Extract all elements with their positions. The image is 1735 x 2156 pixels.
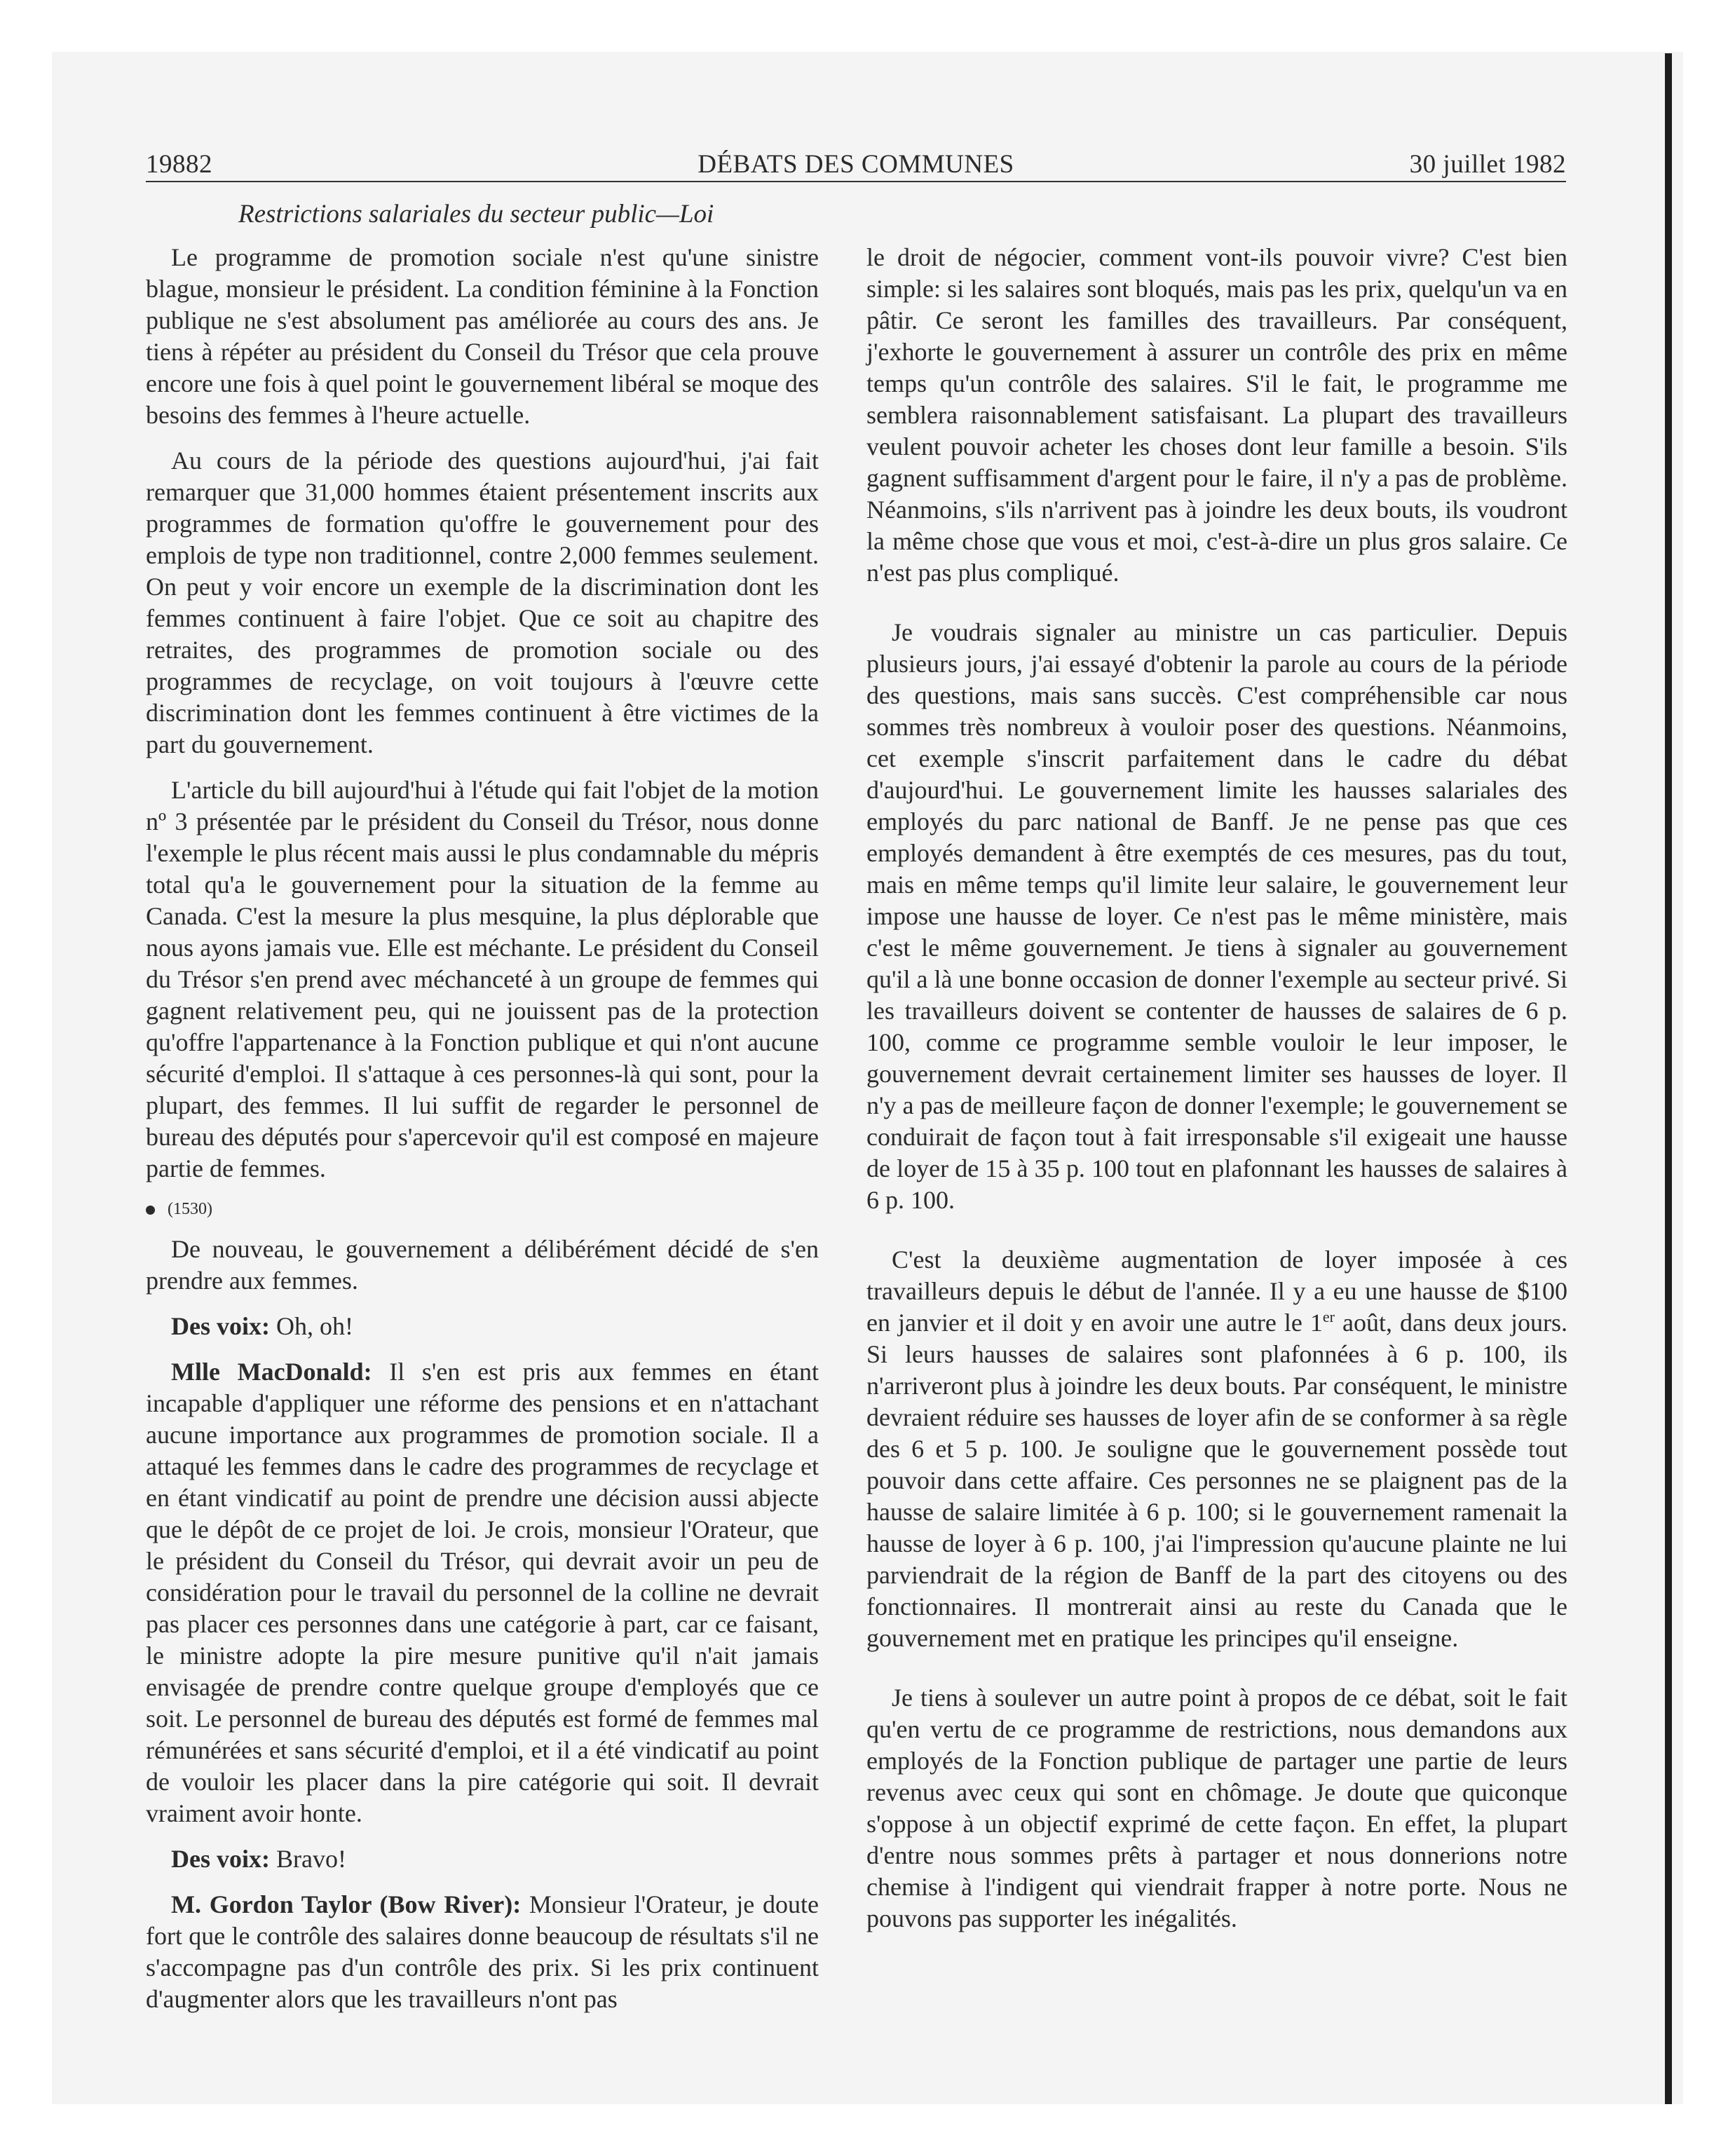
paragraph: De nouveau, le gouvernement a délibérément décidé de s'en prendre aux femmes. (146, 1235, 819, 1295)
speech-text: Oh, oh! (275, 1312, 353, 1340)
paragraph (866, 1244, 1567, 1654)
paragraph-text: août, dans deux jours. Si leurs hausses de salaires sont plafonnées à 6 p. 100, ils n'arriveront plus à joindre les deux bouts. Par conséquent, le ministre devraient réduire ses hausses de loyer afin de se conformer à sa règle des 6 et 5 p. 100. Je souligne que le gouvernement possède tout pouvoir dans cette affaire. Ces personnes ne se plaignent pas de la hausse de salaire limitée à 6 p. 100; si le gouvernement ramenait la hausse de loyer à 6 p. 100, j'ai l'impression qu'aucune plainte ne lui parviendrait de la région de Banff de la part des citoyens ou des fonctionnaires. Il montrerait ainsi au reste du Canada que le gouvernement met en pratique les principes qu'il enseigne. (866, 1309, 1567, 1652)
timestamp-marker (146, 1199, 819, 1220)
publication-date: 30 juillet 1982 (1409, 150, 1566, 179)
speech (146, 1889, 819, 2015)
page-number: 19882 (146, 150, 212, 179)
left-column (146, 242, 819, 2029)
speech-text: Il s'en est pris aux femmes en étant incapable d'appliquer une réforme des pensions et en n'attachant aucune importance aux programmes de promotion sociale. Il a attaqué les femmes dans le cadre des programmes de recyclage et en étant vindicatif au point de prendre une décision aussi abjecte que le dépôt de ce projet de loi. Je crois, monsieur l'Orateur, que le président du Conseil du Trésor, qui devrait avoir un peu de considération pour le travail du personnel de la colline ne devrait pas placer ces personnes dans une catégorie à part, car ce faisant, le ministre adopte la pire mesure punitive qu'il n'ait jamais envisagée de prendre contre quelque groupe d'employés que ce soit. Le personnel de bureau des députés est formé de femmes mal rémunérées et sans sécurité d'emploi, et il a été vindicatif au point de vouloir les placer dans la pire catégorie qui soit. Il devrait vraiment avoir honte. (146, 1358, 819, 1827)
speech (146, 1356, 819, 1829)
running-header (146, 149, 1566, 182)
subject-heading: Restrictions salariales du secteur public—Loi (238, 200, 714, 228)
speech (146, 1843, 819, 1875)
paragraph: le droit de négocier, comment vont-ils pouvoir vivre? C'est bien simple: si les salaires sont bloqués, mais pas les prix, quelqu'un va en pâtir. Ce seront les familles des travailleurs. Par conséquent, j'exhorte le gouvernement à assurer un contrôle des prix en même temps qu'un contrôle des salaires. S'il le fait, le programme me semblera raisonnablement satisfaisant. La plupart des travailleurs veulent pouvoir acheter les choses dont leur famille a besoin. S'ils gagnent suffisamment d'argent pour le faire, il n'y a pas de problème. Néanmoins, s'ils n'arrivent pas à joindre les deux bouts, ils voudront la même chose que vous et moi, c'est-à-dire un plus gros salaire. Ce n'est pas plus compliqué. (866, 243, 1567, 587)
speaker-name: M. Gordon Taylor (Bow River): (171, 1890, 522, 1918)
paragraph: L'article du bill aujourd'hui à l'étude qui fait l'objet de la motion nº 3 présentée par le président du Conseil du Trésor, nous donne l'exemple le plus récent mais aussi le plus condamnable du mépris total qu'a le gouvernement pour la situation de la femme au Canada. C'est la mesure la plus mesquine, la plus déplorable que nous ayons jamais vue. Elle est méchante. Le président du Conseil du Trésor s'en prend avec méchanceté à un groupe de femmes qui gagnent relativement peu, qui ne jouissent pas de la protection qu'offre l'appartenance à la Fonction publique et qui n'ont aucune sécurité d'emploi. Il s'attaque à ces personnes-là qui sont, pour la plupart, des femmes. Il lui suffit de regarder le personnel de bureau des députés pour s'apercevoir qu'il est composé en majeure partie de femmes. (146, 776, 819, 1182)
timestamp: (1530) (168, 1200, 212, 1218)
paragraph: Au cours de la période des questions aujourd'hui, j'ai fait remarquer que 31,000 hommes étaient présentement inscrits aux programmes de formation qu'offre le gouvernement pour des emplois de type non traditionnel, contre 2,000 femmes seulement. On peut y voir encore un exemple de la discrimination dont les femmes continuent à faire l'objet. Que ce soit au chapitre des retraites, des programmes de promotion sociale ou des programmes de recyclage, on voit toujours à l'œuvre cette discrimination dont les femmes continuent à être victimes de la part du gouvernement. (146, 446, 819, 758)
speech (146, 1311, 819, 1342)
superscript: er (1322, 1308, 1335, 1325)
scan-edge-bar (1665, 53, 1672, 2104)
publication-title: DÉBATS DES COMMUNES (698, 150, 1014, 179)
speaker-name: Mlle MacDonald: (171, 1358, 372, 1386)
paragraph: Je voudrais signaler au ministre un cas particulier. Depuis plusieurs jours, j'ai essayé d'obtenir la parole au cours de la période des questions, mais sans succès. C'est compréhensible car nous sommes très nombreux à vouloir poser des questions. Néanmoins, cet exemple s'inscrit parfaitement dans le cadre du débat d'aujourd'hui. Le gouvernement limite les hausses salariales des employés du parc national de Banff. Je ne pense pas que ces employés demandent à être exemptés de ces mesures, pas du tout, mais en même temps qu'il limite leur salaire, le gouvernement leur impose une hausse de loyer. Ce n'est pas le même ministère, mais c'est le même gouvernement. Je tiens à signaler au gouvernement qu'il a là une bonne occasion de donner l'exemple au secteur privé. Si les travailleurs doivent se contenter de hausses de salaires de 6 p. 100, comme ce programme semble vouloir le leur imposer, le gouvernement devrait certainement limiter ses hausses de loyer. Il n'y a pas de meilleure façon de donner l'exemple; le gouvernement se conduirait de façon tout à fait irresponsable s'il exigeait une hausse de loyer de 15 à 35 p. 100 tout en plafonnant les hausses de salaires à 6 p. 100. (866, 618, 1567, 1214)
speech-text: Monsieur l'Orateur, je doute fort que le contrôle des salaires donne beaucoup de résultats s'il ne s'accompagne pas d'un contrôle des prix. Si les prix continuent d'augmenter alors que les travailleurs n'ont pas (146, 1890, 819, 2013)
bullet-icon (146, 1206, 155, 1215)
speech-text: Bravo! (275, 1845, 346, 1873)
paragraph-text: C'est la deuxième augmentation de loyer imposée à ces travailleurs depuis le début de l'année. Il y a eu une hausse de $100 en janvier et il doit y en avoir une autre le 1 (866, 1246, 1567, 1337)
paragraph: Je tiens à soulever un autre point à propos de ce débat, soit le fait qu'en vertu de ce programme de restrictions, nous demandons aux employés de la Fonction publique de partager une partie de leurs revenus avec ceux qui sont en chômage. Je doute que quiconque s'oppose à un objectif exprimé de cette façon. En effet, la plupart d'entre nous sommes prêts à partager et nous donnerions notre chemise à l'indigent qui viendrait frapper à notre porte. Nous ne pouvons pas supporter les inégalités. (866, 1684, 1567, 1932)
paragraph: Le programme de promotion sociale n'est qu'une sinistre blague, monsieur le président. La condition féminine à la Fonction publique ne s'est absolument pas améliorée au cours des ans. Je tiens à répéter au président du Conseil du Trésor que cela prouve encore une fois à quel point le gouvernement libéral se moque des besoins des femmes à l'heure actuelle. (146, 243, 819, 429)
right-column (866, 242, 1567, 1949)
speaker-name: Des voix: (171, 1312, 270, 1340)
speaker-name: Des voix: (171, 1845, 270, 1873)
